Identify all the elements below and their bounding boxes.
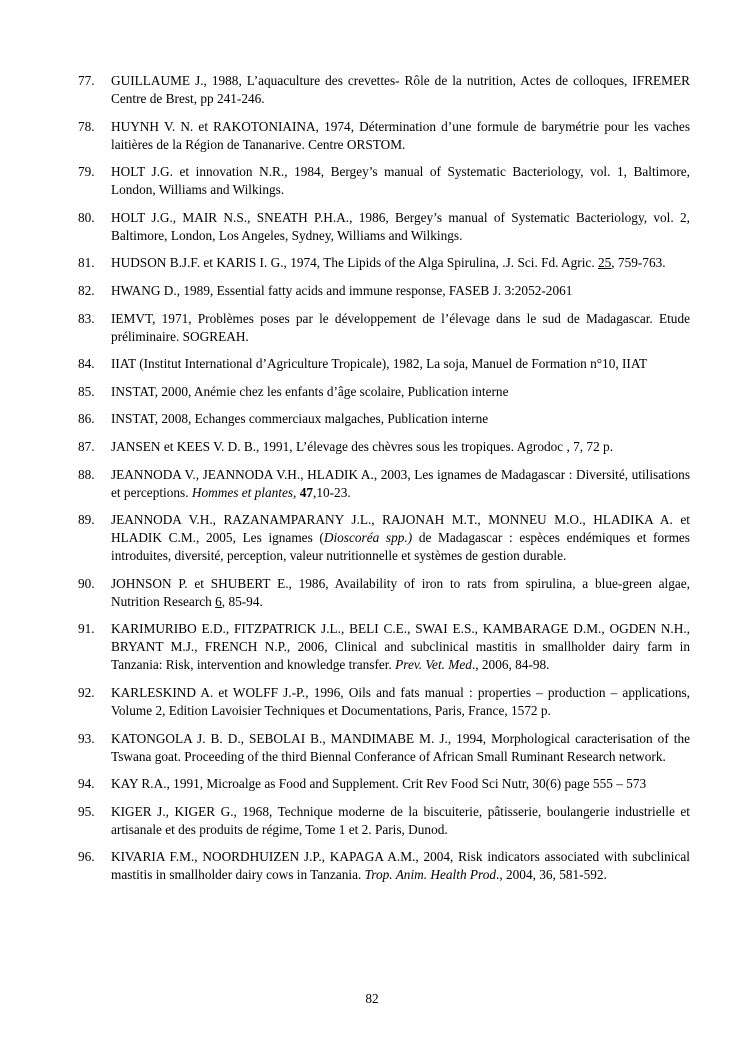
reference-number: 96.	[78, 849, 95, 865]
reference-number: 91.	[78, 621, 95, 637]
reference-text: GUILLAUME J., 1988, L’aquaculture des crevettes- Rôle de la nutrition, Actes de colloques, IFREMER Centre de Brest, pp 241-246.	[111, 73, 690, 106]
reference-text	[111, 620, 690, 674]
reference-text: HUYNH V. N. et RAKOTONIAINA, 1974, Détermination d’une formule de barymétrie pour les vaches laitières de la Région de Tananarive. Centre ORSTOM.	[111, 118, 690, 152]
reference-number: 89.	[78, 512, 95, 528]
reference-number: 86.	[78, 411, 95, 427]
reference-text-part: JOHNSON P. et SHUBERT E., 1986, Availability of iron to rats from spirulina, a blue-green algae, Nutrition Research	[111, 575, 690, 609]
volume-underlined: 6	[215, 593, 222, 609]
reference-item	[78, 803, 690, 839]
reference-number: 88.	[78, 466, 95, 482]
reference-number: 80.	[78, 209, 95, 225]
reference-item	[78, 254, 690, 272]
reference-text	[111, 575, 690, 611]
volume-bold: 47	[299, 484, 313, 500]
journal-title-italic: Hommes et plantes,	[191, 484, 300, 500]
reference-text-part: ., 2004, 36, 581-592.	[496, 867, 607, 883]
reference-number: 90.	[78, 575, 95, 591]
reference-item	[78, 118, 690, 154]
page-number: 82	[365, 991, 379, 1006]
reference-text-part: de Madagascar : espèces endémiques et formes introduites, diversité, perception, valeur nutritionnelle et systèmes de gestion durable.	[111, 530, 690, 564]
reference-text	[111, 511, 690, 565]
reference-number: 85.	[78, 383, 95, 399]
reference-number: 84.	[78, 356, 95, 372]
volume-underlined: 25	[597, 255, 612, 271]
reference-text-part: KARIMURIBO E.D., FITZPATRICK J.L., BELI C.E., SWAI E.S., KAMBARAGE D.M., OGDEN N.H., BRYANT M.J., FRENCH N.P., 2006, Clinical and subclinical mastitis in smallholder dairy farm in Tanzania: Risk, intervention and knowledge transfer.	[111, 621, 690, 673]
reference-text: HWANG D., 1989, Essential fatty acids and immune response, FASEB J. 3:2052-2061	[111, 282, 573, 298]
reference-text-part: ,10-23.	[313, 484, 351, 500]
reference-item	[78, 511, 690, 565]
reference-text: KAY R.A., 1991, Microalge as Food and Supplement. Crit Rev Food Sci Nutr, 30(6) page 555 – 573	[111, 776, 647, 792]
reference-number: 78.	[78, 118, 95, 134]
reference-item	[78, 684, 690, 720]
reference-text: KARLESKIND A. et WOLFF J.-P., 1996, Oils and fats manual : properties – production – applications, Volume 2, Edition Lavoisier Techniques et Documentations, Paris, France, 1572 p.	[111, 684, 690, 718]
reference-number: 94.	[78, 776, 95, 792]
reference-text: HOLT J.G., MAIR N.S., SNEATH P.H.A., 1986, Bergey’s manual of Systematic Bacteriology, vol. 2, Baltimore, London, Los Angeles, Sydney, Williams and Wilkings.	[111, 209, 690, 243]
reference-number: 93.	[78, 730, 95, 746]
reference-text-part: , 85-94.	[221, 593, 263, 609]
reference-text	[111, 848, 690, 884]
reference-item	[78, 775, 690, 793]
reference-item	[78, 438, 690, 456]
reference-text: IEMVT, 1971, Problèmes poses par le développement de l’élevage dans le sud de Madagascar. Etude préliminaire. SOGREAH.	[111, 310, 690, 344]
reference-item	[78, 355, 690, 373]
reference-text-part: KIVARIA F.M., NOORDHUIZEN J.P., KAPAGA A.M., 2004, Risk indicators associated with subclinical mastitis in smallholder dairy cows in Tanzania.	[111, 849, 690, 883]
reference-number: 81.	[78, 255, 95, 271]
reference-text: JANSEN et KEES V. D. B., 1991, L’élevage des chèvres sous les tropiques. Agrodoc , 7, 72 p.	[111, 438, 614, 454]
reference-list	[78, 72, 690, 894]
reference-number: 83.	[78, 310, 95, 326]
reference-text-part: JEANNODA V.H., RAZANAMPARANY J.L., RAJONAH M.T., MONNEU M.O., HLADIKA A. et HLADIK C.M., 2005, Les ignames (	[111, 512, 690, 546]
reference-number: 82.	[78, 282, 95, 298]
reference-text-part: HUDSON B.J.F. et KARIS I. G., 1974, The Lipids of the Alga Spirulina, .J. Sci. Fd. Agric.	[111, 255, 598, 271]
reference-item	[78, 410, 690, 428]
journal-title-italic: Prev. Vet. Med	[395, 657, 472, 673]
reference-text: HOLT J.G. et innovation N.R., 1984, Bergey’s manual of Systematic Bacteriology, vol. 1, Baltimore, London, Williams and Wilkings.	[111, 164, 690, 198]
reference-text: INSTAT, 2000, Anémie chez les enfants d’âge scolaire, Publication interne	[111, 383, 509, 399]
reference-item	[78, 209, 690, 245]
reference-number: 79.	[78, 164, 95, 180]
reference-item	[78, 72, 690, 108]
reference-item	[78, 575, 690, 611]
reference-text: INSTAT, 2008, Echanges commerciaux malgaches, Publication interne	[111, 411, 489, 427]
reference-number: 87.	[78, 438, 95, 454]
journal-title-italic: Trop. Anim. Health Prod	[364, 867, 497, 883]
reference-text: IIAT (Institut International d’Agriculture Tropicale), 1982, La soja, Manuel de Formation n°10, IIAT	[111, 356, 648, 372]
reference-number: 77.	[78, 73, 95, 88]
reference-item	[78, 620, 690, 674]
reference-text-part: ., 2006, 84-98.	[471, 657, 550, 673]
reference-number: 95.	[78, 803, 95, 819]
reference-item	[78, 163, 690, 199]
reference-item	[78, 848, 690, 884]
reference-item	[78, 466, 690, 502]
reference-item	[78, 730, 690, 766]
reference-text	[111, 254, 690, 272]
reference-item	[78, 282, 690, 300]
reference-text-part: , 759-763.	[611, 255, 666, 271]
reference-number: 92.	[78, 684, 95, 700]
reference-text: KIGER J., KIGER G., 1968, Technique moderne de la biscuiterie, pâtisserie, boulangerie industrielle et artisanale et des produits de régime, Tome 1 et 2. Paris, Dunod.	[111, 803, 690, 837]
reference-text-part: JEANNODA V., JEANNODA V.H., HLADIK A., 2003, Les ignames de Madagascar : Diversité, utilisations et perceptions.	[111, 466, 690, 500]
reference-item	[78, 383, 690, 401]
reference-text	[111, 466, 690, 502]
reference-text: KATONGOLA J. B. D., SEBOLAI B., MANDIMABE M. J., 1994, Morphological caracterisation of the Tswana goat. Proceeding of the third Biennal Conferance of African Small Ruminant Research network.	[111, 730, 690, 764]
species-name-italic: Dioscoréa spp.)	[323, 530, 413, 546]
reference-item	[78, 310, 690, 346]
